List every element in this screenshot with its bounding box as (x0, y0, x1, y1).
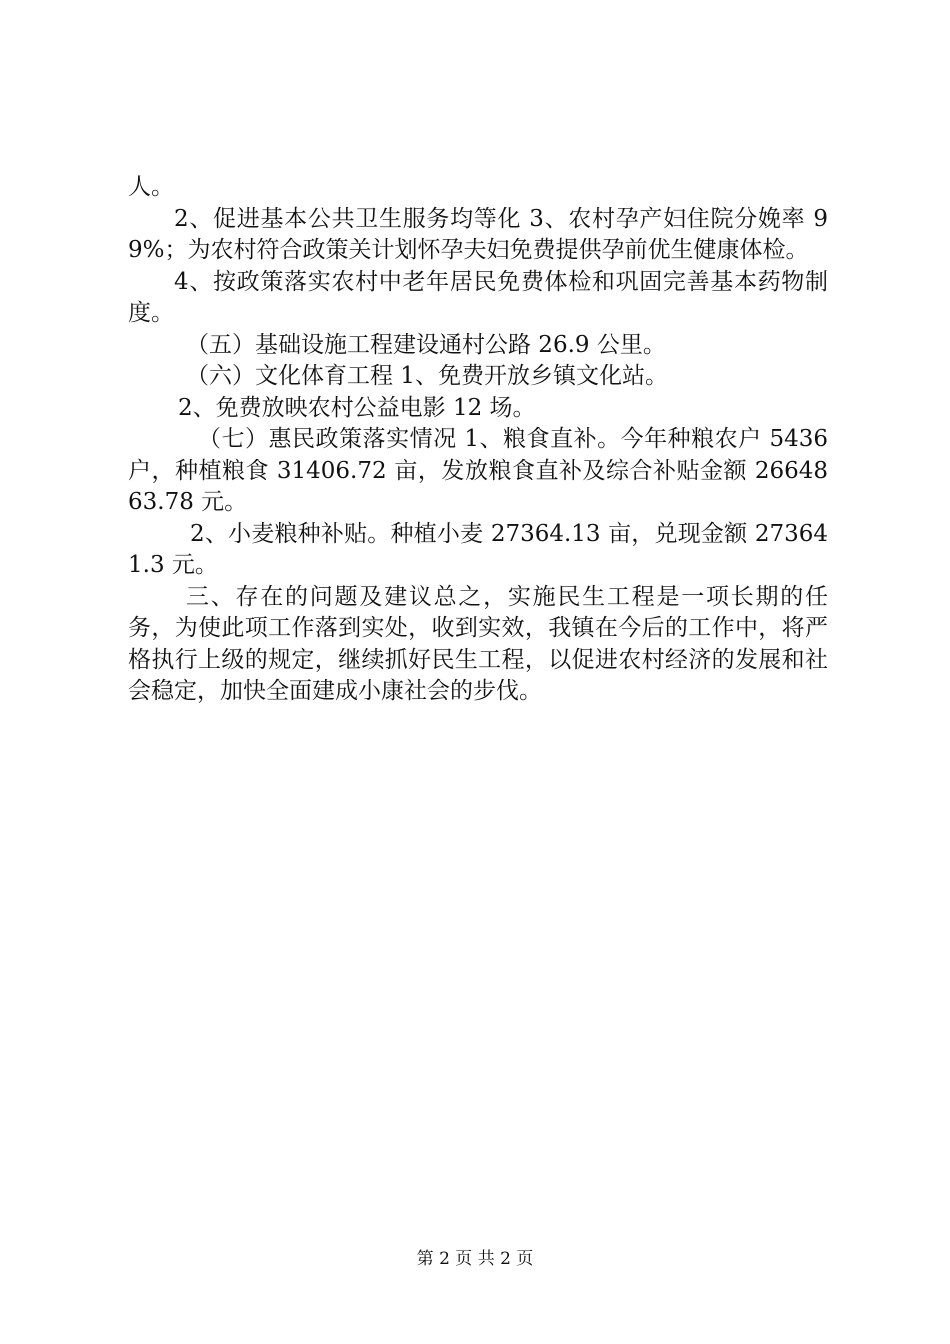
paragraph-elderly-checkup: 4、按政策落实农村中老年居民免费体检和巩固完善基本药物制度。 (128, 268, 828, 326)
paragraph-public-health: 2、促进基本公共卫生服务均等化 3、农村孕产妇住院分娩率 99%；为农村符合政策关计划怀孕夫妇免费提供孕前优生健康体检。 (128, 205, 828, 263)
document-body (128, 172, 828, 708)
page-number-footer: 第 2 页 共 2 页 (416, 1249, 534, 1269)
paragraph-culture-sports: （六）文化体育工程 1、免费开放乡镇文化站。 (186, 363, 668, 389)
paragraph-wheat-subsidy: 2、小麦粮种补贴。种植小麦 27364.13 亩，兑现金额 273641.3 元。 (128, 520, 828, 578)
paragraph-grain-subsidy: （七）惠民政策落实情况 1、粮食直补。今年种粮农户 5436 户，种植粮食 31406.72 亩，发放粮食直补及综合补贴金额 2664863.78 元。 (128, 426, 828, 515)
paragraph-film-screening: 2、免费放映农村公益电影 12 场。 (178, 394, 536, 421)
paragraph-problems-suggestions: 三、存在的问题及建议总之，实施民生工程是一项长期的任务，为使此项工作落到实处，收到实效，我镇在今后的工作中，将严格执行上级的规定，继续抓好民生工程，以促进农村经济的发展和社会稳定，加快全面建成小康社会的步伐。 (128, 583, 828, 704)
paragraph-infrastructure: （五）基础设施工程建设通村公路 26.9 公里。 (186, 331, 666, 358)
paragraph-continuation: 人。 (128, 174, 174, 200)
